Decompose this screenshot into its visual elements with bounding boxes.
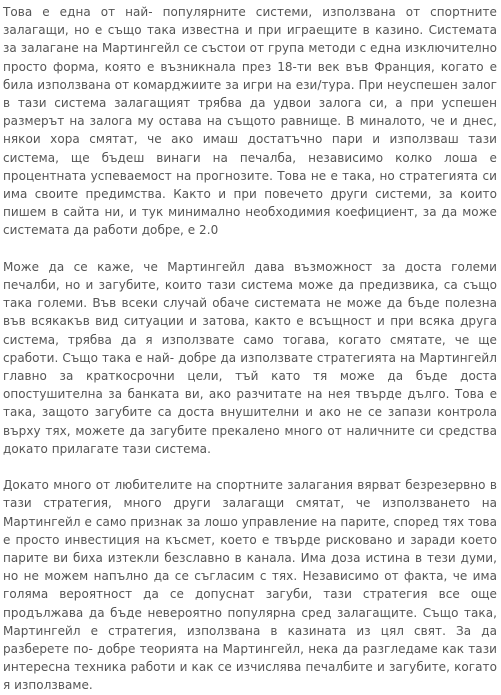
paragraph-criticism: Докато много от любителите на спортните залагания вярват безрезервно в тази стратегия, много други залагащи смятат, че използването на Мартингейл е само признак за лошо управление на парите, според тях това е просто инвестиция на късмет, което е твърде рисковано и заради което парите ви биха изтекли безславно в канала. Има доза истина в тези думи, но не можем напълно да се съгласим с тях. Независимо от факта, че има голяма вероятност да се допуснат загуби, тази стратегия все още продължава да бъде невероятно популярна сред залагащите. Също така, Мартингейл е стратегия, използвана в казината из цял свят. За да разберете по- добре теорията на Мартингейл, нека да разгледаме как тази интересна техника работи и как се изчислява печалбите и загубите, когато я използваме.: [3, 478, 497, 693]
paragraph-advantages: Може да се каже, че Мартингейл дава възможност за доста големи печалби, но и загубите, които тази система може да предизвика, са също така големи. Във всеки случай обаче системата не може да бъде полезна във всякакъв вид ситуации и затова, както е всъщност и при всяка друга система, трябва да я използвате само тогава, когато смятате, че ще сработи. Също така е най- добре да използвате стратегията на Мартингейл главно за краткосрочни цели, тъй като тя може да бъде доста опостушителна за банката ви, ако разчитате на нея твърде дълго. Това е така, защото загубите са доста внушителни и ако не се запази контрола върху тях, можете да загубите прекалено много от наличните си средства докато прилагате тази система.: [3, 259, 497, 456]
paragraph-intro: Това е една от най- популярните системи, използвана от спортните залагащи, но е също така известна и при играещите в казино. Системата за залагане на Мартингейл се състои от група методи с една изключително просто форма, която е възникнала през 18-ти век във Франция, когато е била използвана от комарджиите за игри на ези/тура. При неуспешен залог в тази система залагащият трябва да удвои залога си, а при успешен размерът на залога му остава на същото равнище. В миналото, че и днес, някои хора смятат, че ако имаш достатъчно пари и използваш тази система, ще бъдеш винаги на печалба, независимо колко лоша е процентната успеваемост на прогнозите. Това не е така, но стратегията си има своите предимства. Както и при повечето други системи, за които пишем в сайта ни, и тук минимално необходимия коефициент, за да може системата да работи добре, е 2.0: [3, 5, 497, 238]
